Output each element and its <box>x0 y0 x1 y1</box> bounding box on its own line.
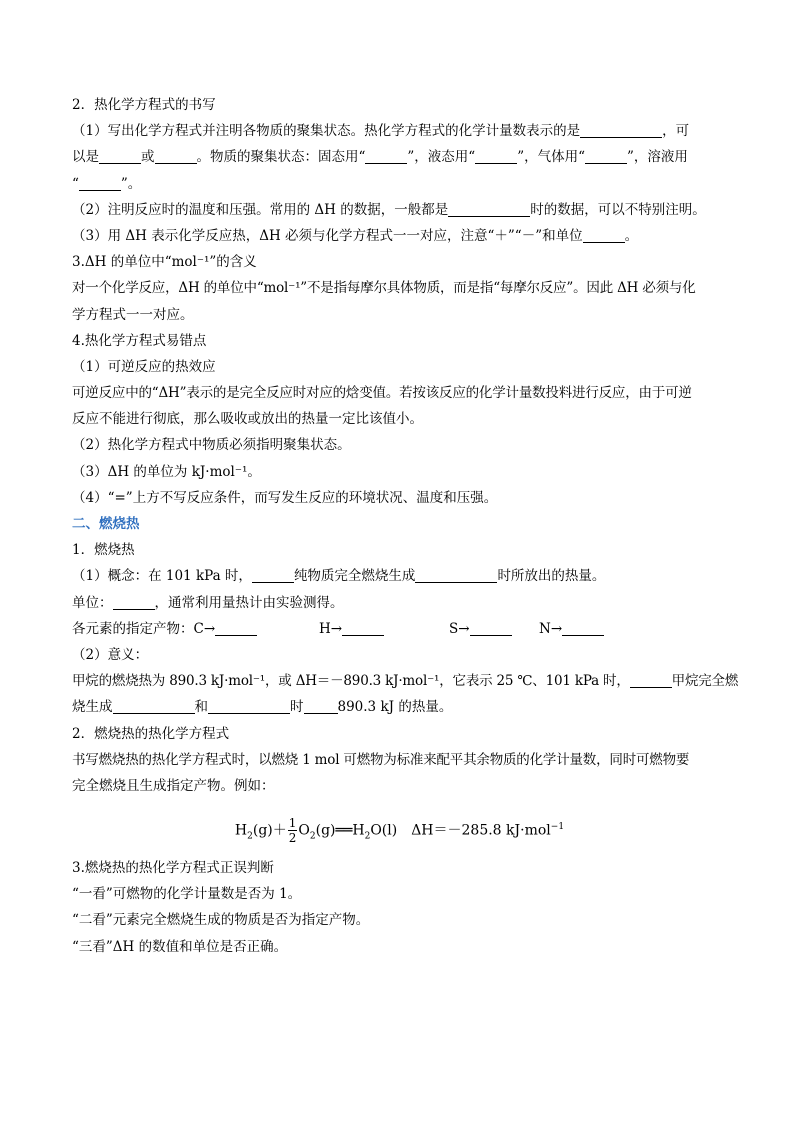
paragraph: “三看”ΔH 的数值和单位是否正确。 <box>72 938 288 955</box>
text: ”，溶液用 <box>627 149 688 166</box>
paragraph <box>72 197 727 223</box>
answer-blank[interactable] <box>562 619 604 636</box>
paragraph <box>72 668 739 694</box>
text: 或 <box>141 149 155 166</box>
paragraph: 对一个化学反应，ΔH 的单位中“mol⁻¹”不是指每摩尔具体物质，而是指“每摩尔反应”。因此 ΔH 必须与化 <box>72 280 696 297</box>
paragraph: （2）意义： <box>72 646 149 663</box>
text: 纯物质完全燃烧生成 <box>293 568 416 585</box>
paragraph <box>72 616 727 642</box>
text: ”。 <box>120 175 142 192</box>
text: （3）用 ΔH 表示化学反应热，ΔH 必须与化学方程式一一对应，注意“＋”“－”和单位 <box>72 227 583 244</box>
section-title: 2．燃烧热的热化学方程式 <box>72 725 230 742</box>
text: 890.3 kJ 的热量。 <box>337 699 453 716</box>
paragraph: 书写燃烧热的热化学方程式时，以燃烧 1 mol 可燃物为标准来配平其余物质的化学计量数，同时可燃物要 <box>72 751 690 768</box>
section-title: 3.ΔH 的单位中“mol⁻¹”的含义 <box>72 254 257 271</box>
paragraph: 可逆反应中的“ΔH”表示的是完全反应时对应的焓变值。若按该反应的化学计量数投料进行反应，由于可逆 <box>72 385 692 402</box>
text: H→ <box>319 620 343 637</box>
paragraph: 反应不能进行彻底，那么吸收或放出的热量一定比该值小。 <box>72 411 423 428</box>
paragraph: （3）ΔH 的单位为 kJ·mol⁻¹。 <box>72 463 261 480</box>
paragraph: （4）“=”上方不写反应条件，而写发生反应的环境状况、温度和压强。 <box>72 489 498 506</box>
text: N→ <box>539 620 563 637</box>
text: 时 <box>290 699 304 716</box>
text: 各元素的指定产物：C→ <box>72 620 216 637</box>
answer-blank[interactable] <box>470 619 512 636</box>
section-heading: 二、燃烧热 <box>72 516 140 532</box>
answer-blank[interactable] <box>99 147 141 164</box>
text: 甲烷完全燃 <box>671 673 739 690</box>
text: ”，气体用“ <box>517 149 586 166</box>
text: ”，液态用“ <box>407 149 476 166</box>
formula-text: (g)＋ <box>252 822 287 839</box>
answer-blank[interactable] <box>415 566 497 583</box>
text: 。 <box>624 227 639 244</box>
formula-text: (g)══H <box>315 822 365 839</box>
text: ，可 <box>662 123 690 140</box>
paragraph <box>72 171 727 197</box>
text: 以是 <box>72 149 99 166</box>
product-s <box>449 616 539 642</box>
fraction <box>288 816 298 845</box>
denominator: 2 <box>288 831 297 846</box>
answer-blank[interactable] <box>215 619 257 636</box>
paragraph: “二看”元素完全燃烧生成的物质是否为指定产物。 <box>72 912 370 929</box>
formula-text: O(l) ΔH＝－285.8 kJ·mol <box>370 822 551 839</box>
formula-text: O <box>298 822 310 839</box>
section-title: 2．热化学方程式的书写 <box>72 97 216 113</box>
answer-blank[interactable] <box>252 566 294 583</box>
text: ，通常利用量热计由实验测得。 <box>154 594 344 611</box>
answer-blank[interactable] <box>585 147 627 164</box>
text: 和 <box>194 699 208 716</box>
section-title: 4.热化学方程式易错点 <box>72 332 207 349</box>
paragraph: “一看”可燃物的化学计量数是否为 1。 <box>72 886 302 903</box>
text: 时所放出的热量。 <box>497 568 606 585</box>
paragraph <box>72 223 727 249</box>
answer-blank[interactable] <box>583 226 625 243</box>
text: S→ <box>449 620 470 637</box>
answer-blank[interactable] <box>365 147 407 164</box>
text: “ <box>72 175 79 192</box>
superscript: −1 <box>550 822 565 833</box>
section-title: 1．燃烧热 <box>72 542 135 559</box>
subscript: 2 <box>364 831 371 842</box>
text: （2）注明反应时的温度和压强。常用的 ΔH 的数据，一般都是 <box>72 201 449 218</box>
answer-blank[interactable] <box>475 147 517 164</box>
section-title: 3.燃烧热的热化学方程式正误判断 <box>72 860 274 877</box>
paragraph <box>72 118 727 144</box>
answer-blank[interactable] <box>448 200 530 217</box>
answer-blank[interactable] <box>79 174 121 191</box>
answer-blank[interactable] <box>304 697 338 714</box>
paragraph <box>72 694 727 720</box>
numerator: 1 <box>288 816 297 831</box>
paragraph <box>72 144 727 170</box>
paragraph <box>72 590 727 616</box>
document-page <box>72 92 739 960</box>
answer-blank[interactable] <box>155 147 197 164</box>
subscript: 2 <box>309 831 316 842</box>
answer-blank[interactable] <box>342 619 384 636</box>
subscript: 2 <box>247 831 253 842</box>
text: 时的数据，可以不特别注明。 <box>530 201 706 218</box>
paragraph <box>72 563 727 589</box>
chemical-equation <box>72 799 727 855</box>
text: 。物质的聚集状态：固态用“ <box>196 149 366 166</box>
answer-blank[interactable] <box>113 593 155 610</box>
text: （1）概念：在 101 kPa 时， <box>72 568 252 585</box>
paragraph: （2）热化学方程式中物质必须指明聚集状态。 <box>72 437 351 454</box>
answer-blank[interactable] <box>113 697 195 714</box>
answer-blank[interactable] <box>208 697 290 714</box>
product-n <box>539 616 604 642</box>
answer-blank[interactable] <box>580 121 662 138</box>
text: （1）写出化学方程式并注明各物质的聚集状态。热化学方程式的化学计量数表示的是 <box>72 123 581 140</box>
text: 烧生成 <box>72 699 113 716</box>
answer-blank[interactable] <box>630 671 672 688</box>
text: 单位： <box>72 594 113 611</box>
text: 甲烷的燃烧热为 890.3 kJ·mol⁻¹，或 ΔH＝－890.3 kJ·mol⁻¹，它表示 25 ℃、101 kPa 时， <box>72 673 630 690</box>
paragraph: 学方程式一一对应。 <box>72 306 194 323</box>
paragraph: （1）可逆反应的热效应 <box>72 358 216 375</box>
product-c <box>72 616 319 642</box>
formula-text: H <box>234 822 248 839</box>
paragraph: 完全燃烧且生成指定产物。例如： <box>72 777 275 794</box>
product-h <box>319 616 449 642</box>
